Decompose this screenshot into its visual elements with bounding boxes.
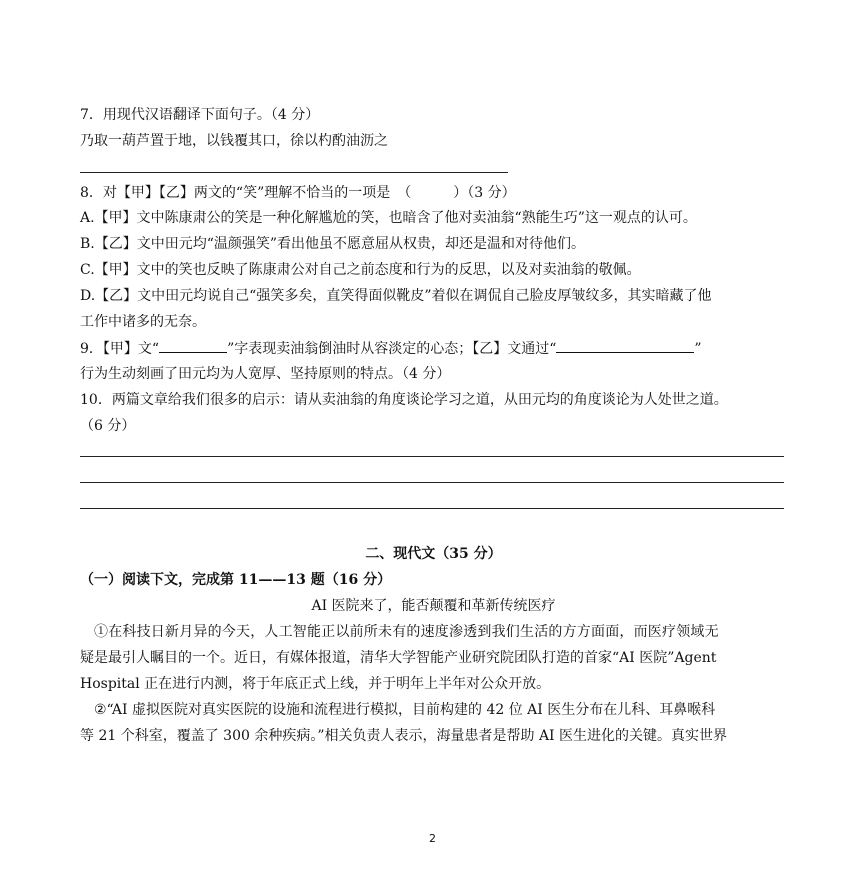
- article-title: AI 医院来了，能否颠覆和革新传统医疗: [311, 598, 556, 614]
- q9-part1: 9．【甲】文“: [80, 341, 160, 357]
- paragraph-1-line-2: 疑是最引人瞩目的一个。近日，有媒体报道，清华大学智能产业研究院团队打造的首家“AI 医院”Agent: [80, 650, 717, 666]
- q10-line2: （6 分）: [80, 418, 136, 434]
- q9-line1: [80, 338, 702, 359]
- q8-option-b: B.【乙】文中田元均“温颜强笑”看出他虽不愿意屈从权贵，却还是温和对待他们。: [80, 236, 586, 252]
- q7-sentence: 乃取一葫芦置于地，以钱覆其口，徐以杓酌油沥之: [80, 133, 388, 149]
- paragraph-2-line-1: ②“AI 虚拟医院对真实医院的设施和流程进行模拟，目前构建的 42 位 AI 医生分布在儿科、耳鼻喉科: [94, 702, 716, 718]
- q9-part2: ”字表现卖油翁倒油时从容淡定的心态；【乙】文通过“: [227, 341, 557, 357]
- section-heading: 二、现代文（35 分）: [365, 546, 502, 562]
- q8-option-d-line2: 工作中诸多的无奈。: [80, 314, 206, 330]
- paragraph-1-line-3: Hospital 正在进行内测，将于年底正式上线，并于明年上半年对公众开放。: [80, 676, 551, 692]
- q8-title: 8．对【甲】【乙】两文的“笑”理解不恰当的一项是 （ ）（3 分）: [80, 185, 516, 201]
- q9-part3: ”: [694, 341, 702, 357]
- q7-answer-line: [80, 172, 508, 173]
- q9-blank-1: [159, 338, 227, 353]
- q10-answer-line-2: [80, 482, 784, 483]
- q10-answer-line-3: [80, 508, 784, 509]
- q10-line1: 10．两篇文章给我们很多的启示：请从卖油翁的角度谈论学习之道，从田元均的角度谈论为人处世之道。: [80, 392, 728, 408]
- page-number: 2: [429, 832, 436, 845]
- q8-option-a: A.【甲】文中陈康肃公的笑是一种化解尴尬的笑，也暗含了他对卖油翁“熟能生巧”这一观点的认可。: [80, 210, 697, 226]
- q10-answer-line-1: [80, 456, 784, 457]
- section-subheading: （一）阅读下文，完成第 11——13 题（16 分）: [80, 572, 392, 588]
- q8-option-c: C.【甲】文中的笑也反映了陈康肃公对自己之前态度和行为的反思，以及对卖油翁的敬佩。: [80, 262, 641, 278]
- q8-option-d-line1: D.【乙】文中田元均说自己“强笑多矣，直笑得面似靴皮”着似在调侃自己脸皮厚皱纹多，其实暗藏了他: [80, 288, 712, 304]
- q7-title: 7．用现代汉语翻译下面句子。（4 分）: [80, 107, 320, 123]
- q9-line2: 行为生动刻画了田元均为人宽厚、坚持原则的特点。（4 分）: [80, 366, 451, 382]
- paragraph-2-line-2: 等 21 个科室，覆盖了 300 余种疾病。”相关负责人表示，海量患者是帮助 AI 医生进化的关键。真实世界: [80, 728, 728, 744]
- q9-blank-2: [556, 338, 694, 353]
- paragraph-1-line-1: ①在科技日新月异的今天，人工智能正以前所未有的速度渗透到我们生活的方方面面，而医疗领域无: [94, 624, 719, 640]
